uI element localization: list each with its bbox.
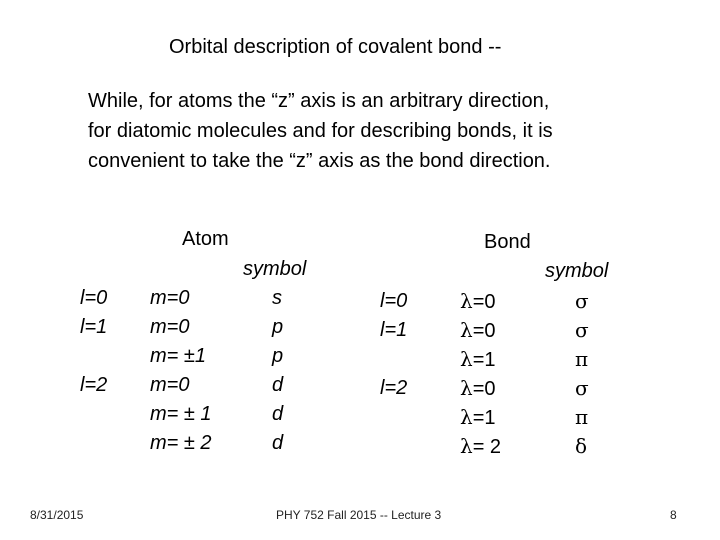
- bond-lambda-value: = 2: [472, 436, 502, 458]
- atom-l-value: [80, 429, 107, 458]
- atom-symbol: d: [272, 432, 284, 454]
- lambda-glyph: λ: [460, 376, 473, 400]
- atom-l-value: l=1: [80, 316, 108, 338]
- lambda-glyph: λ: [460, 318, 473, 342]
- bond-symbol: σ: [575, 289, 589, 313]
- atom-symbol: d: [272, 374, 284, 396]
- atom-l-value: [80, 400, 107, 429]
- atom-symbol: s: [272, 287, 282, 309]
- atom-l-value: [80, 342, 107, 371]
- atom-m-value: m=0: [150, 287, 190, 309]
- atom-l-column: [80, 284, 107, 458]
- slide-title: Orbital description of covalent bond --: [169, 36, 502, 58]
- atom-symbol: p: [272, 345, 284, 367]
- bond-lambda-row: [460, 403, 501, 432]
- bond-symbol-column: [575, 287, 589, 461]
- bond-lambda-row: [460, 287, 501, 316]
- atom-m-value: m= ± 2: [150, 432, 212, 454]
- atom-symbol: d: [272, 403, 284, 425]
- bond-lambda-value: =1: [472, 349, 496, 371]
- bond-l-value: [380, 345, 407, 374]
- intro-line: convenient to take the “z” axis as the bond direction.: [88, 150, 551, 172]
- bond-lambda-column: [460, 287, 501, 461]
- bond-l-value: l=0: [380, 290, 408, 312]
- bond-l-value: l=2: [380, 377, 408, 399]
- bond-lambda-value: =0: [472, 291, 496, 313]
- footer-date: 8/31/2015: [30, 508, 84, 522]
- lambda-glyph: λ: [460, 347, 473, 371]
- bond-lambda-row: [460, 316, 501, 345]
- intro-line: While, for atoms the “z” axis is an arbitrary direction,: [88, 90, 550, 112]
- footer-course: PHY 752 Fall 2015 -- Lecture 3: [276, 508, 442, 522]
- atom-m-value: m= ± 1: [150, 403, 212, 425]
- lambda-glyph: λ: [460, 289, 473, 313]
- bond-l-column: [380, 287, 407, 461]
- bond-l-value: [380, 403, 407, 432]
- atom-l-value: l=0: [80, 287, 108, 309]
- bond-lambda-value: =1: [472, 407, 496, 429]
- bond-lambda-value: =0: [472, 320, 496, 342]
- bond-heading: Bond: [484, 231, 531, 253]
- atom-symbol: p: [272, 316, 284, 338]
- bond-symbol: π: [575, 405, 589, 429]
- intro-line: for diatomic molecules and for describing bonds, it is: [88, 120, 553, 142]
- atom-m-column: [150, 284, 212, 458]
- lambda-glyph: λ: [460, 434, 473, 458]
- atom-m-value: m= ±1: [150, 345, 206, 367]
- bond-lambda-row: [460, 432, 501, 461]
- page-number: 8: [670, 508, 677, 522]
- atom-symbol-heading: symbol: [243, 258, 307, 280]
- atom-heading: Atom: [182, 228, 229, 250]
- lambda-glyph: λ: [460, 405, 473, 429]
- atom-symbol-column: [272, 284, 283, 458]
- intro-paragraph: [88, 86, 688, 176]
- bond-lambda-row: [460, 345, 501, 374]
- atom-m-value: m=0: [150, 316, 190, 338]
- atom-m-value: m=0: [150, 374, 190, 396]
- bond-symbol: σ: [575, 376, 589, 400]
- bond-lambda-value: =0: [472, 378, 496, 400]
- bond-symbol-heading: symbol: [545, 260, 609, 282]
- bond-lambda-row: [460, 374, 501, 403]
- bond-symbol: δ: [575, 434, 588, 458]
- bond-l-value: l=1: [380, 319, 408, 341]
- bond-symbol: σ: [575, 318, 589, 342]
- bond-symbol: π: [575, 347, 589, 371]
- bond-l-value: [380, 432, 407, 461]
- atom-l-value: l=2: [80, 374, 108, 396]
